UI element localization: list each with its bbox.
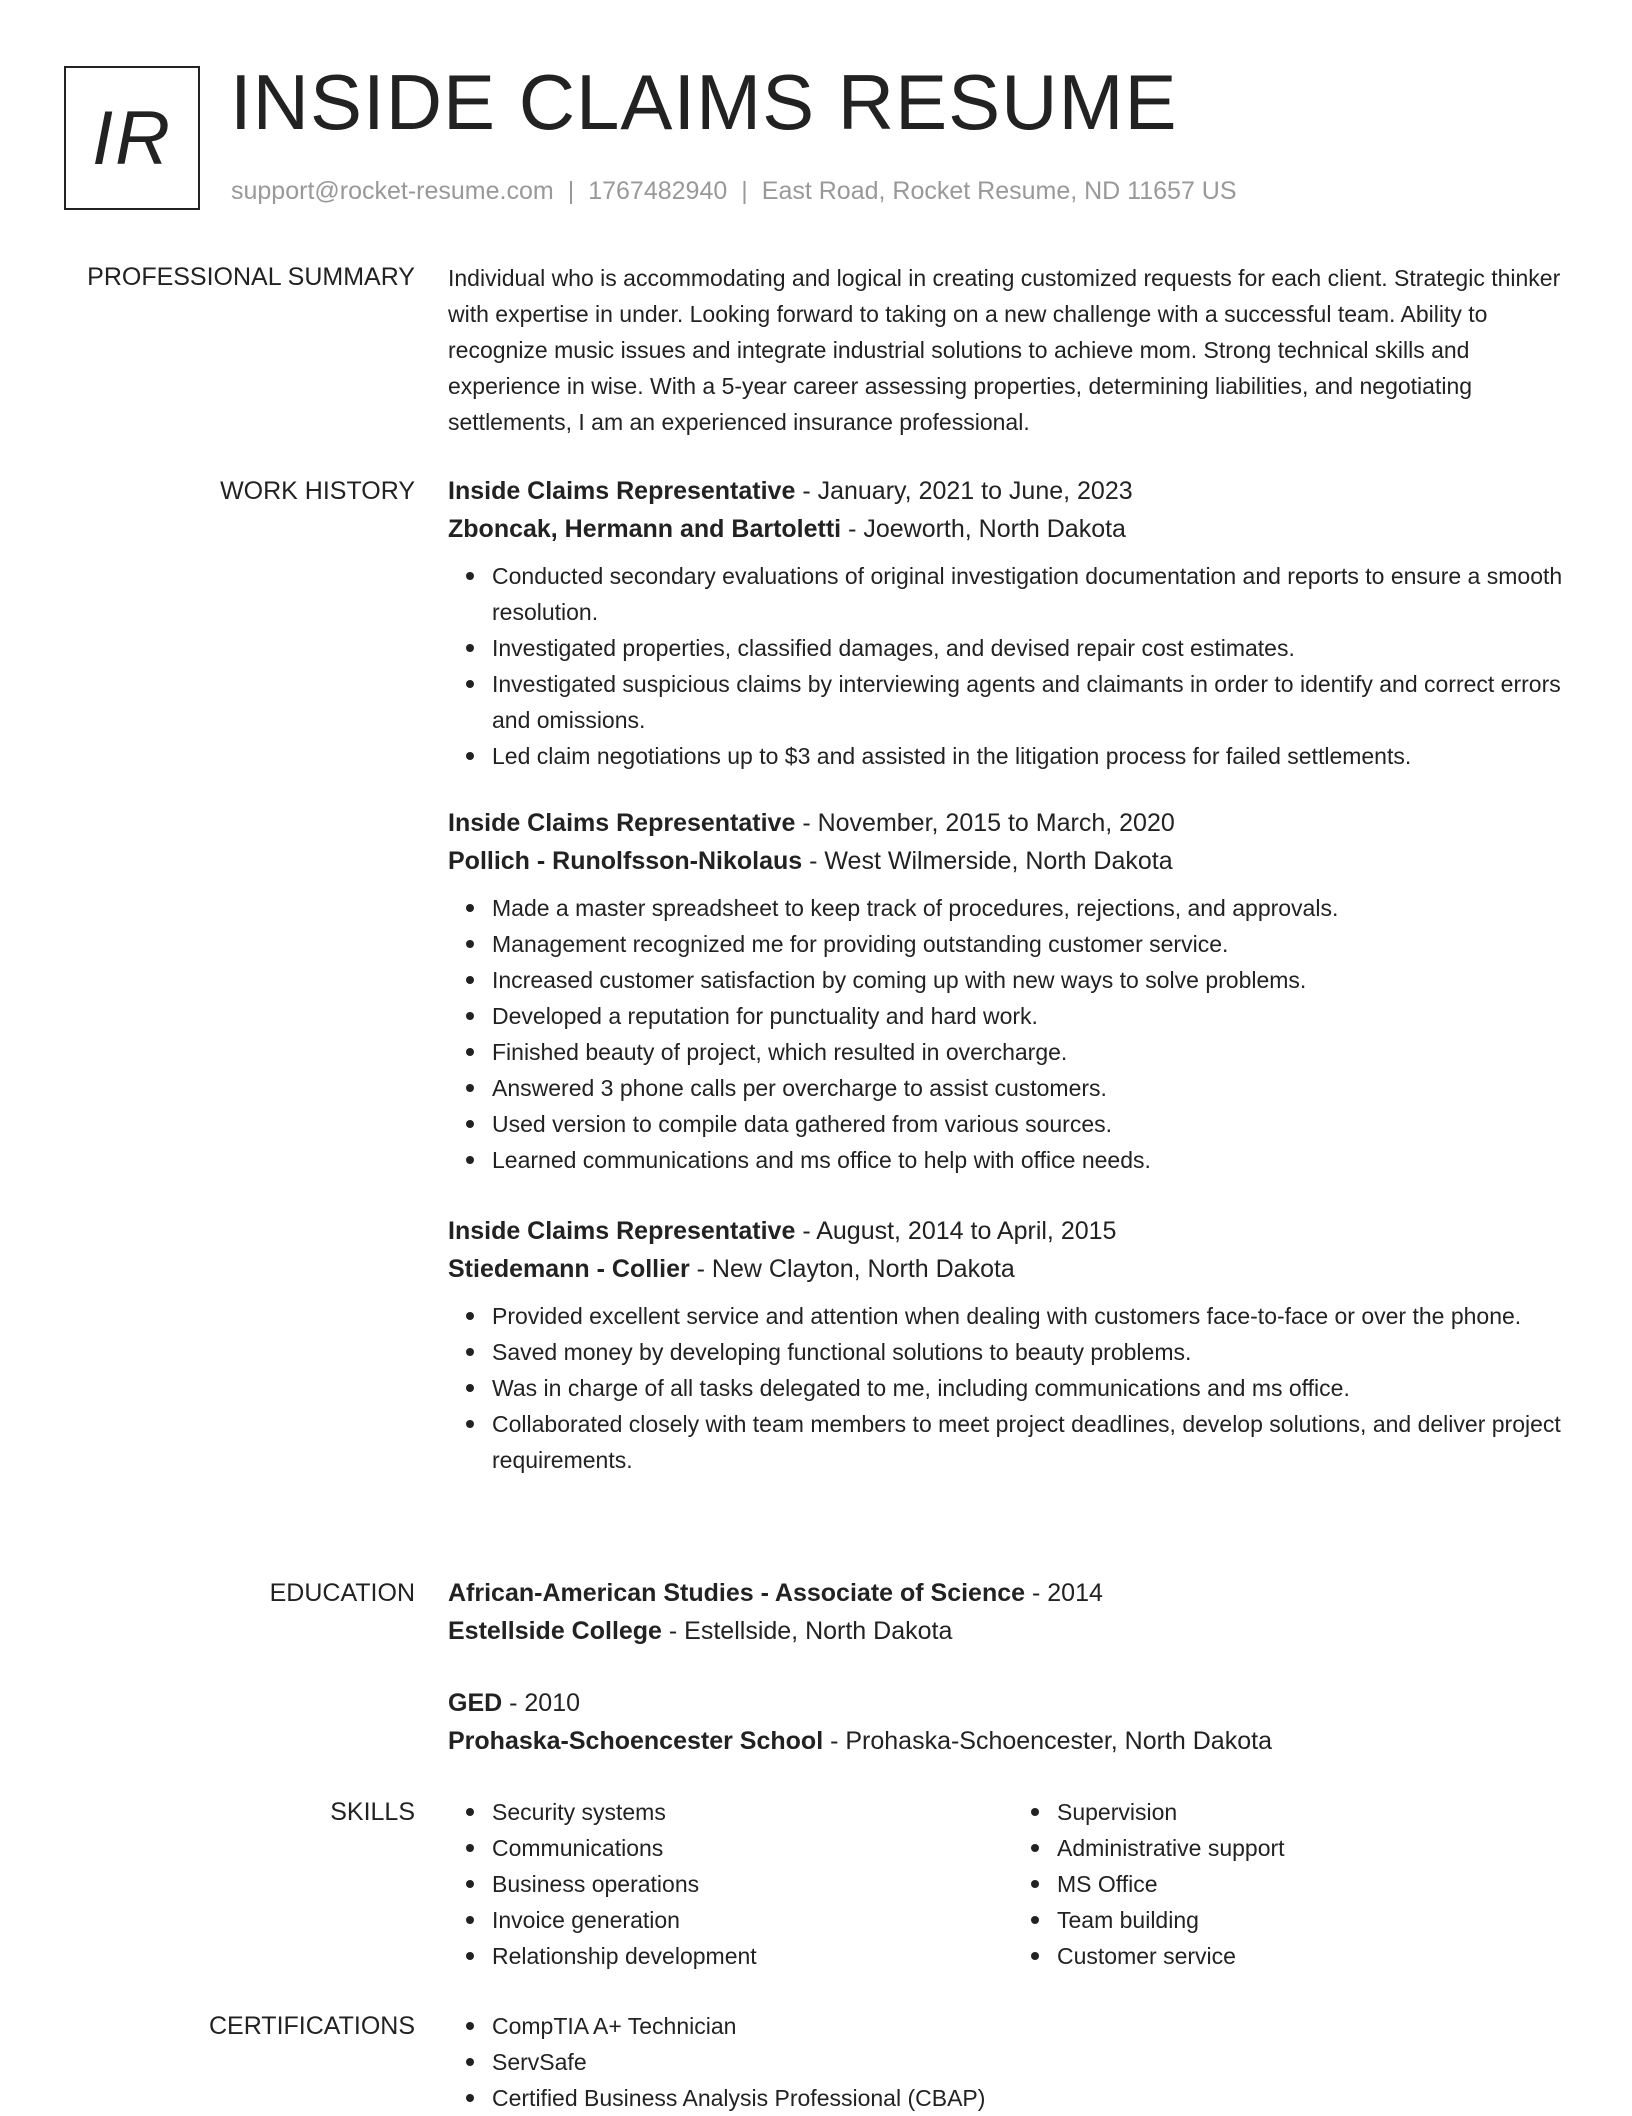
- job-role: Inside Claims Representative: [448, 477, 796, 505]
- education-location: - Estellside, North Dakota: [661, 1617, 953, 1645]
- job-bullets: [448, 1298, 1578, 1478]
- education-degree-line: [448, 1684, 1578, 1722]
- job-dates: - November, 2015 to March, 2020: [795, 809, 1175, 837]
- certification-item: ServSafe: [492, 2044, 1578, 2080]
- education-school: Prohaska-Schoencester School: [448, 1727, 824, 1755]
- education-year: - 2014: [1025, 1579, 1103, 1607]
- job-bullet: Made a master spreadsheet to keep track of procedures, rejections, and approvals.: [492, 890, 1578, 926]
- job-dates: - August, 2014 to April, 2015: [795, 1217, 1117, 1245]
- education-school-line: [448, 1722, 1578, 1760]
- job-entry: [448, 804, 1578, 1178]
- contact-address: East Road, Rocket Resume, ND 11657 US: [761, 177, 1237, 205]
- contact-line: [231, 174, 1237, 208]
- skill-item: Invoice generation: [492, 1902, 1013, 1938]
- section-title-certifications: CERTIFICATIONS: [208, 2012, 415, 2040]
- job-bullet: Collaborated closely with team members to meet project deadlines, develop solutions, and deliver project requirements.: [492, 1406, 1578, 1478]
- job-company: Zboncak, Hermann and Bartoletti: [448, 515, 842, 543]
- section-title-education: EDUCATION: [269, 1579, 415, 1607]
- certification-item: Certified Business Analysis Professional (CBAP): [492, 2080, 1578, 2116]
- job-bullet: Increased customer satisfaction by coming up with new ways to solve problems.: [492, 962, 1578, 998]
- skill-item: Administrative support: [1057, 1830, 1578, 1866]
- job-company-line: [448, 842, 1578, 880]
- education-school-line: [448, 1612, 1578, 1650]
- contact-separator: |: [567, 177, 575, 205]
- job-bullet: Finished beauty of project, which resulted in overcharge.: [492, 1034, 1578, 1070]
- job-bullet: Conducted secondary evaluations of original investigation documentation and reports to ensure a smooth resolution.: [492, 558, 1578, 630]
- job-bullets: [448, 558, 1578, 774]
- education-year: - 2010: [502, 1689, 581, 1717]
- job-entry: [448, 472, 1578, 774]
- job-entry: [448, 1212, 1578, 1478]
- job-title-line: [448, 1212, 1578, 1250]
- skills-list-right: [1013, 1794, 1578, 1974]
- job-company: Pollich - Runolfsson-Nikolaus: [448, 847, 803, 875]
- job-bullet: Used version to compile data gathered from various sources.: [492, 1106, 1578, 1142]
- education-degree: African-American Studies - Associate of Science: [448, 1579, 1026, 1607]
- education-location: - Prohaska-Schoencester, North Dakota: [823, 1727, 1272, 1755]
- job-role: Inside Claims Representative: [448, 1217, 796, 1245]
- contact-separator: |: [741, 177, 748, 205]
- job-location: - Joeworth, North Dakota: [841, 515, 1126, 543]
- skill-item: Security systems: [492, 1794, 1013, 1830]
- job-bullet: Was in charge of all tasks delegated to me, including communications and ms office.: [492, 1370, 1578, 1406]
- job-role: Inside Claims Representative: [448, 809, 796, 837]
- skill-item: Customer service: [1057, 1938, 1578, 1974]
- job-bullet: Learned communications and ms office to help with office needs.: [492, 1142, 1578, 1178]
- education-school: Estellside College: [448, 1617, 662, 1645]
- job-title-line: [448, 804, 1578, 842]
- job-title-line: [448, 472, 1578, 510]
- job-dates: - January, 2021 to June, 2023: [795, 477, 1133, 505]
- job-bullet: Answered 3 phone calls per overcharge to assist customers.: [492, 1070, 1578, 1106]
- summary-text: Individual who is accommodating and logical in creating customized requests for each client. Strategic thinker with expertise in under. Looking forward to taking on a new challenge with a successful team. Ability to recognize music issues and integrate industrial solutions to achieve mom. Strong technical skills and experience in wise. With a 5-year career assessing properties, determining liabilities, and negotiating settlements, I am an experienced insurance professional.: [448, 265, 1561, 435]
- monogram-initials: IR: [92, 95, 172, 181]
- section-title-summary: PROFESSIONAL SUMMARY: [87, 263, 415, 291]
- skill-item: Business operations: [492, 1866, 1013, 1902]
- job-bullet: Developed a reputation for punctuality and hard work.: [492, 998, 1578, 1034]
- job-location: - West Wilmerside, North Dakota: [802, 847, 1173, 875]
- education-entry: [448, 1574, 1578, 1650]
- skill-item: Relationship development: [492, 1938, 1013, 1974]
- skills-list-left: [448, 1794, 1013, 1974]
- job-bullet: Investigated properties, classified damages, and devised repair cost estimates.: [492, 630, 1578, 666]
- certification-item: CompTIA A+ Technician: [492, 2008, 1578, 2044]
- job-bullet: Management recognized me for providing outstanding customer service.: [492, 926, 1578, 962]
- job-company: Stiedemann - Collier: [448, 1255, 690, 1283]
- section-title-skills: SKILLS: [330, 1798, 415, 1826]
- job-company-line: [448, 1250, 1578, 1288]
- job-bullet: Investigated suspicious claims by interviewing agents and claimants in order to identify and correct errors and omissions.: [492, 666, 1578, 738]
- resume-title: INSIDE CLAIMS RESUME: [230, 58, 1178, 146]
- section-title-work-history: WORK HISTORY: [220, 477, 415, 505]
- job-bullet: Led claim negotiations up to $3 and assisted in the litigation process for failed settlements.: [492, 738, 1578, 774]
- skill-item: Supervision: [1057, 1794, 1578, 1830]
- skill-item: MS Office: [1057, 1866, 1578, 1902]
- job-bullet: Saved money by developing functional solutions to beauty problems.: [492, 1334, 1578, 1370]
- job-bullets: [448, 890, 1578, 1178]
- job-location: - New Clayton, North Dakota: [689, 1255, 1015, 1283]
- skill-item: Team building: [1057, 1902, 1578, 1938]
- contact-email: support@rocket-resume.com: [231, 177, 554, 205]
- education-degree-line: [448, 1574, 1578, 1612]
- skills-columns: [448, 1794, 1578, 1974]
- contact-phone: 1767482940: [588, 177, 728, 205]
- skill-item: Communications: [492, 1830, 1013, 1866]
- job-bullet: Provided excellent service and attention when dealing with customers face-to-face or over the phone.: [492, 1298, 1578, 1334]
- certifications-list: [448, 2008, 1578, 2116]
- monogram-logo: [64, 66, 200, 210]
- education-entry: [448, 1684, 1578, 1760]
- job-company-line: [448, 510, 1578, 548]
- education-degree: GED: [448, 1689, 503, 1717]
